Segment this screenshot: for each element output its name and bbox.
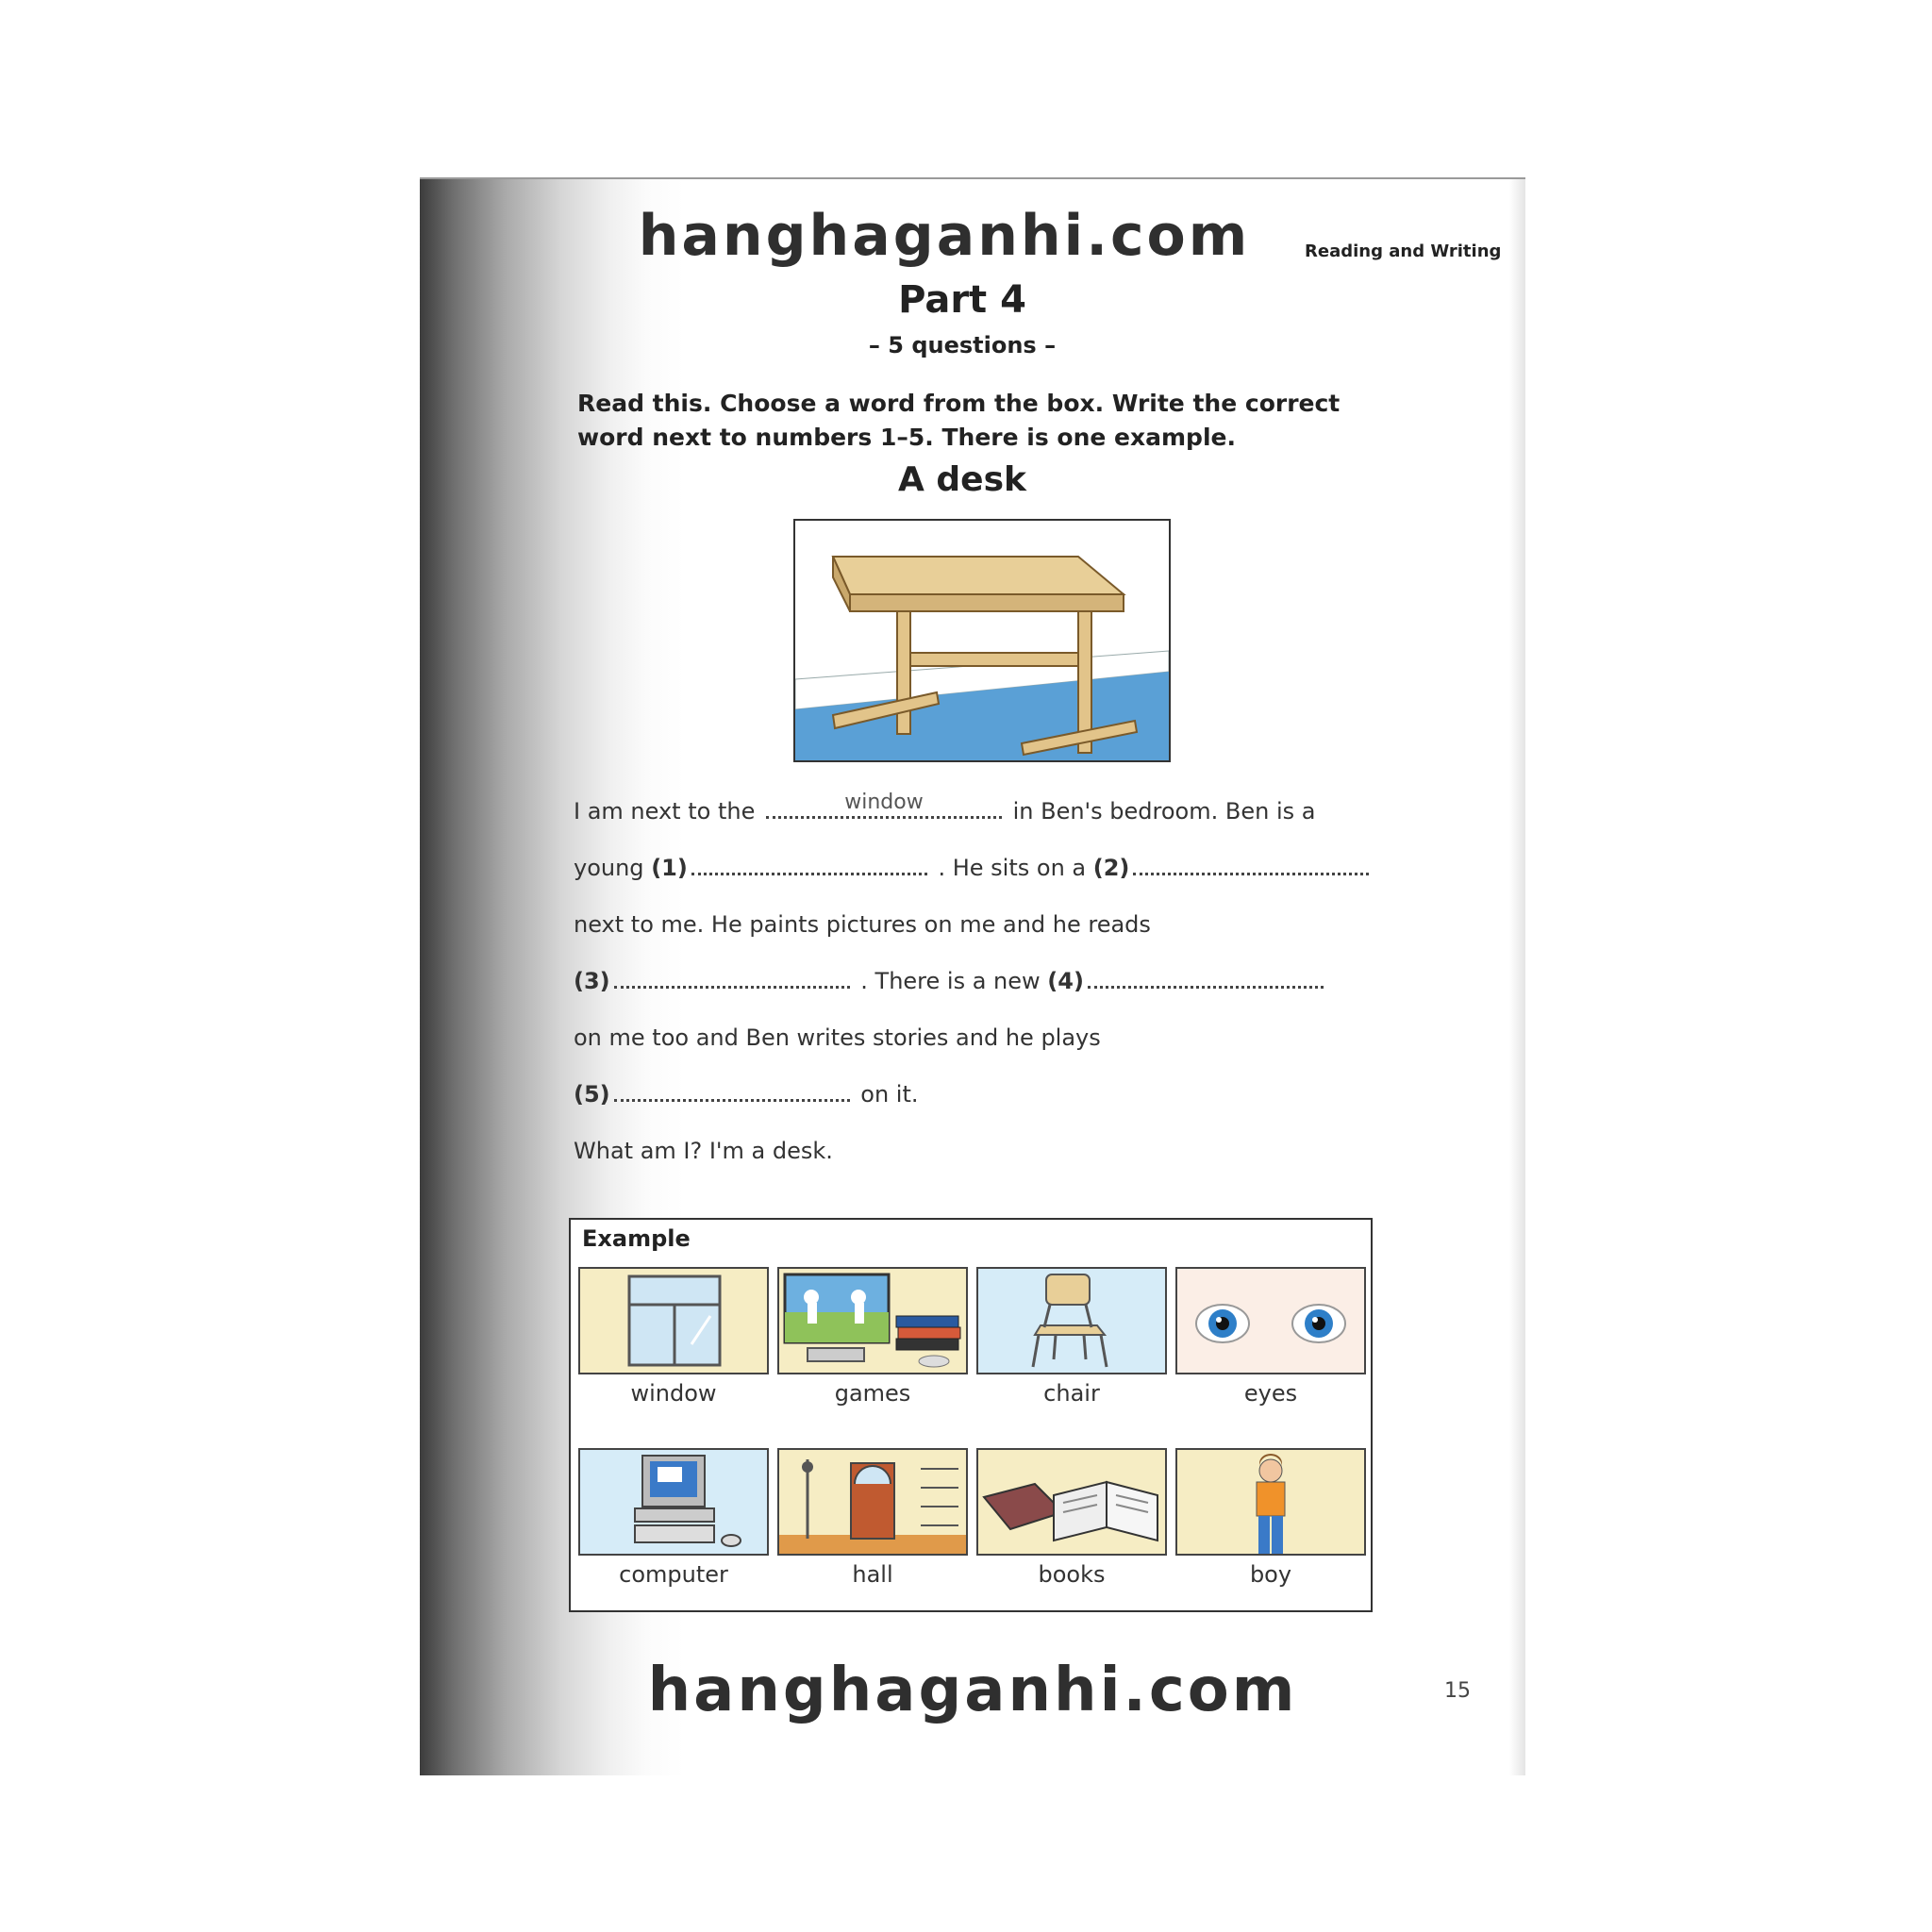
- word-games: games: [834, 1380, 911, 1407]
- example-answer-blank: [766, 788, 1002, 819]
- answer-blank-2[interactable]: [1133, 844, 1369, 875]
- story-text-segment: I am next to the: [574, 798, 756, 824]
- answer-blank-3[interactable]: [614, 958, 850, 989]
- answer-blank-5[interactable]: [614, 1071, 850, 1102]
- story-line-5: on me too and Ben writes stories and he plays: [574, 1024, 1101, 1051]
- story-text-segment: in Ben's bedroom. Ben is a: [1012, 798, 1316, 824]
- story-text-segment: young: [574, 855, 644, 881]
- story-line-1: [574, 783, 1404, 840]
- question-number-2: (2): [1092, 855, 1130, 881]
- books-picture: [976, 1448, 1167, 1556]
- section-label: Reading and Writing: [1305, 242, 1502, 261]
- answer-blank-4[interactable]: [1088, 958, 1324, 989]
- watermark-top: hanghaganhi.com: [638, 203, 1251, 269]
- page-number: 15: [1444, 1679, 1471, 1703]
- watermark-bottom: hanghaganhi.com: [647, 1656, 1298, 1725]
- story-text-segment: . He sits on a: [938, 855, 1087, 881]
- window-picture: [578, 1267, 769, 1374]
- eyes-picture: [1175, 1267, 1366, 1374]
- example-label: Example: [582, 1225, 691, 1252]
- example-answer: window: [844, 791, 924, 814]
- story-text-segment: . There is a new: [860, 968, 1041, 994]
- story-line-4: [574, 953, 1404, 1009]
- word-box: [569, 1218, 1373, 1612]
- story-line-6: [574, 1066, 1404, 1123]
- story-line-3: next to me. He paints pictures on me and he reads: [574, 911, 1151, 938]
- word-eyes: eyes: [1243, 1380, 1298, 1407]
- word-books: books: [1038, 1561, 1106, 1588]
- part-title: Part 4: [898, 278, 1026, 322]
- word-window: window: [630, 1380, 717, 1407]
- story-line-2: [574, 840, 1404, 896]
- story-line-7: What am I? I'm a desk.: [574, 1138, 833, 1164]
- story-text-segment: on it.: [860, 1081, 919, 1108]
- boy-picture: [1175, 1448, 1366, 1556]
- chair-picture: [976, 1267, 1167, 1374]
- story-title: A desk: [898, 460, 1026, 499]
- word-hall: hall: [852, 1561, 893, 1588]
- question-number-1: (1): [651, 855, 688, 881]
- word-boy: boy: [1249, 1561, 1292, 1588]
- question-number-5: (5): [574, 1081, 610, 1108]
- hall-picture: [777, 1448, 968, 1556]
- word-chair: chair: [1043, 1380, 1100, 1407]
- part-subtitle: – 5 questions –: [868, 332, 1057, 358]
- instructions: Read this. Choose a word from the box. Write the correct word next to numbers 1–5. There is one example.: [577, 390, 1341, 451]
- games-picture: [777, 1267, 968, 1374]
- question-number-4: (4): [1047, 968, 1084, 994]
- story-text: [574, 783, 1404, 1179]
- computer-picture: [578, 1448, 769, 1556]
- word-computer: computer: [619, 1561, 728, 1588]
- question-number-3: (3): [574, 968, 610, 994]
- answer-blank-1[interactable]: [691, 844, 927, 875]
- desk-illustration: [793, 519, 1171, 762]
- workbook-page: [420, 177, 1525, 1775]
